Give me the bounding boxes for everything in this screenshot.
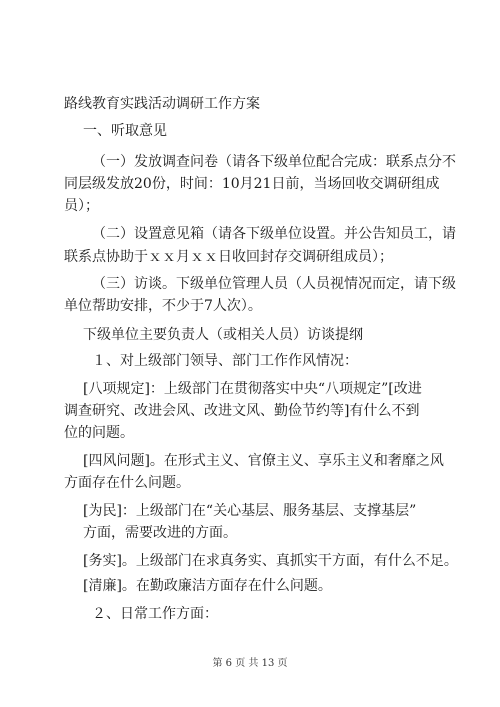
paragraph-line: 单位帮助安排，不少于7人次）。 bbox=[64, 298, 262, 314]
paragraph-line: 联系点协助于ｘｘ月ｘｘ日收回封存交调研组成员）； bbox=[64, 249, 393, 265]
subheading: 下级单位主要负责人（或相关人员）访谈提纲 bbox=[83, 327, 363, 343]
paragraph-line: [四风问题]。在形式主义、官僚主义、享乐主义和奢靡之风 bbox=[83, 453, 444, 469]
page-footer: 第 6 页 共 13 页 bbox=[212, 658, 288, 669]
list-item-heading: １、对上级部门领导、部门工作作风情况： bbox=[92, 353, 358, 369]
paragraph-line: [清廉]。在勤政廉洁方面存在什么问题。 bbox=[83, 578, 332, 594]
paragraph-line: [务实]。上级部门在求真务实、真抓实干方面，有什么不足。 bbox=[83, 553, 458, 569]
section-heading: 一、听取意见 bbox=[83, 123, 167, 139]
paragraph-line: （三）访谈。下级单位管理人员（人员视情况而定，请下级 bbox=[92, 276, 456, 292]
paragraph-line: （一）发放调查问卷（请各下级单位配合完成：联系点分不 bbox=[92, 154, 456, 170]
paragraph-line: [为民]：上级部门在“关心基层、服务基层、支撑基层” bbox=[83, 503, 417, 519]
paragraph-line: 方面存在什么问题。 bbox=[64, 475, 190, 491]
paragraph-line: 位的问题。 bbox=[64, 425, 134, 441]
paragraph-line: [八项规定]：上级部门在贯彻落实中央“八项规定”[改进 bbox=[83, 381, 422, 397]
paragraph-line: 调查研究、改进会风、改进文风、勤俭节约等]有什么不到 bbox=[64, 403, 420, 419]
paragraph-line: 方面，需要改进的方面。 bbox=[83, 525, 237, 541]
paragraph-line: 同层级发放20份，时间：10月21日前，当场回收交调研组成 bbox=[64, 176, 440, 192]
paragraph-line: （二）设置意见箱（请各下级单位设置。并公告知员工，请 bbox=[92, 226, 456, 242]
document-title: 路线教育实践活动调研工作方案 bbox=[64, 96, 260, 112]
list-item-heading: ２、日常工作方面： bbox=[92, 606, 218, 622]
paragraph-line: 员）； bbox=[64, 198, 99, 214]
